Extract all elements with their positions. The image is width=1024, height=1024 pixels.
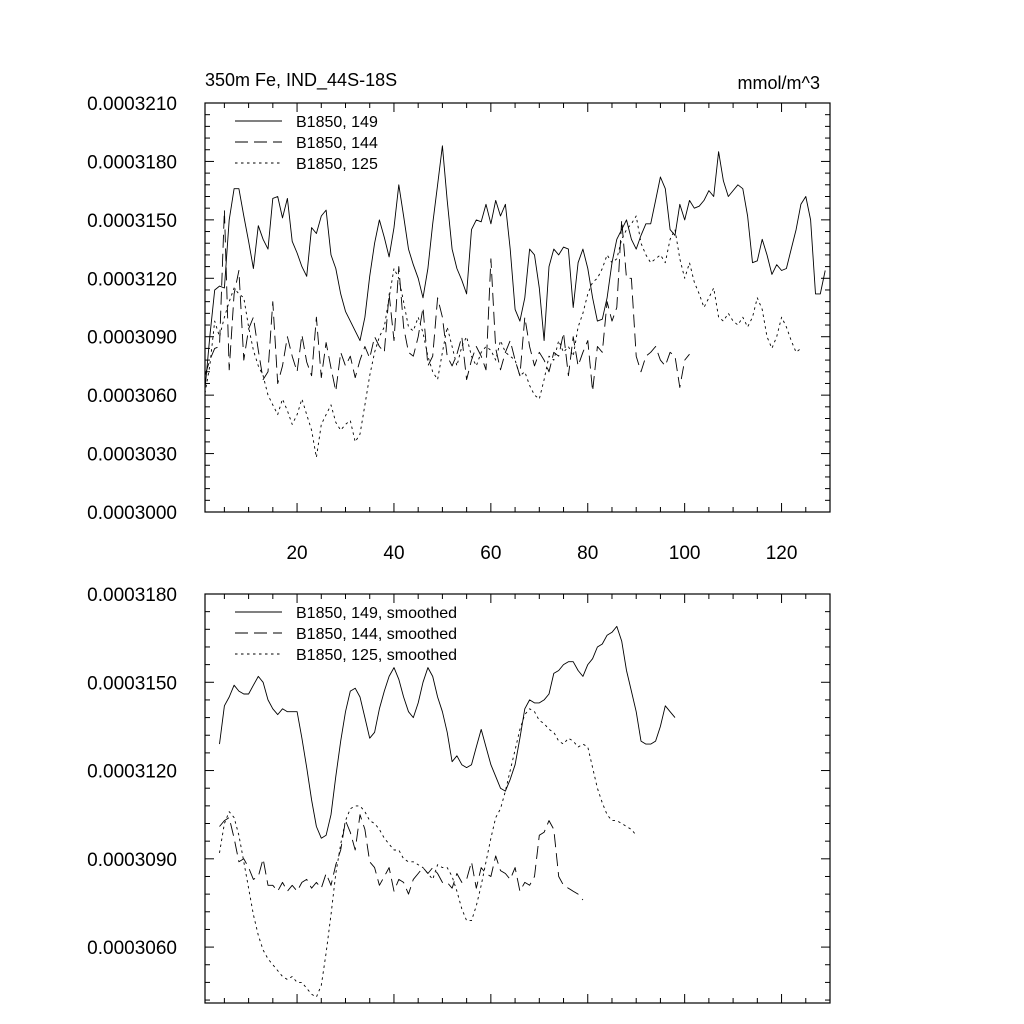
- y-tick-label: 0.0003150: [87, 673, 177, 695]
- legend-label: B1850, 125, smoothed: [296, 647, 458, 664]
- chart-panel-2: [87, 585, 830, 1003]
- legend-label: B1850, 144: [296, 135, 378, 152]
- x-tick-label: 120: [765, 543, 798, 564]
- y-tick-label: 0.0003120: [87, 761, 177, 783]
- units-label: mmol/m^3: [737, 73, 820, 93]
- series-line-3: [220, 709, 637, 997]
- legend: [235, 605, 457, 664]
- y-tick-label: 0.0003090: [87, 849, 177, 871]
- x-tick-label: 20: [286, 543, 308, 564]
- x-tick-label: 100: [668, 543, 701, 564]
- y-tick-label: 0.0003150: [87, 210, 177, 232]
- legend-label: B1850, 144, smoothed: [296, 626, 458, 643]
- y-tick-label: 0.0003090: [87, 327, 177, 349]
- y-tick-label: 0.0003120: [87, 269, 177, 291]
- legend-label: B1850, 149: [296, 114, 378, 131]
- x-tick-label: 60: [480, 543, 502, 564]
- y-tick-label: 0.0003180: [87, 152, 177, 174]
- series-line-2: [205, 210, 690, 391]
- y-tick-label: 0.0003180: [87, 585, 177, 606]
- y-tick-label: 0.0003000: [87, 503, 177, 524]
- y-tick-label: 0.0003030: [87, 444, 177, 466]
- legend: [235, 114, 378, 173]
- legend-label: B1850, 149, smoothed: [296, 605, 458, 622]
- x-tick-label: 80: [577, 543, 599, 564]
- x-tick-label: 40: [383, 543, 405, 564]
- y-tick-label: 0.0003060: [87, 938, 177, 960]
- legend-label: B1850, 125: [296, 156, 378, 173]
- series-line-2: [220, 815, 583, 900]
- series-line-3: [205, 216, 801, 458]
- chart-panel-1: [87, 70, 830, 564]
- y-tick-label: 0.0003210: [87, 94, 177, 115]
- chart-title: 350m Fe, IND_44S-18S: [205, 70, 398, 90]
- series-line-1: [205, 146, 825, 389]
- y-tick-label: 0.0003060: [87, 386, 177, 408]
